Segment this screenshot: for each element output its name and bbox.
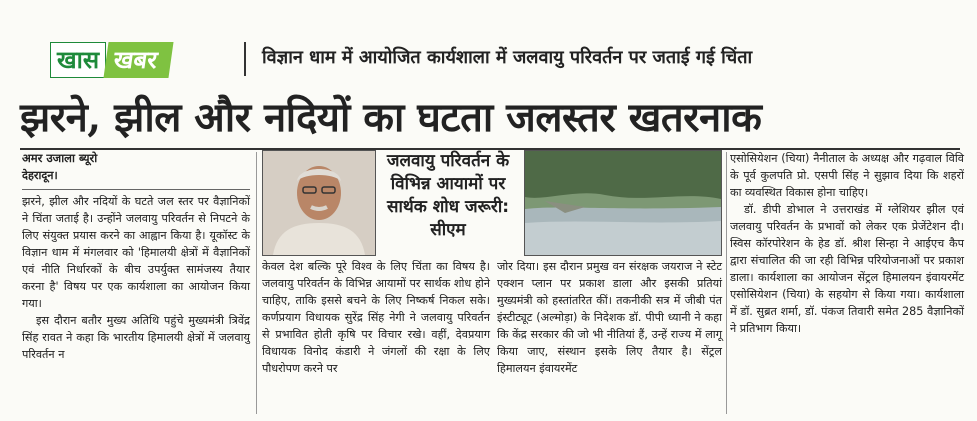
article-column-3 [497,258,722,377]
paragraph: झरने, झील और नदियों के घटते जल स्तर पर वैज्ञानिकों ने चिंता जताई है। उन्होंने जलवायु परिवर्तन से निपटने के लिए संयुक्त प्रयास करने का आह्वान किया है। यूकॉस्ट के विज्ञान धाम में मंगलवार को 'हिमालयी क्षेत्रों में वैज्ञानिकों एवं नीति निर्धारकों के बीच उपर्युक्त सामंजस्य तैयार करना है' विषय पर एक कार्यशाला का आयोजन किया गया। [22,195,250,310]
lake-landscape-icon [525,151,721,255]
person-portrait-icon [263,151,375,255]
paragraph: इस दौरान बतौर मुख्य अतिथि पहुंचे मुख्यमंत्री त्रिवेंद्र सिंह रावत ने कहा कि भारतीय हिमालयी क्षेत्रों में जलवायु परिवर्तन न [22,314,250,361]
landscape-photo [524,150,722,256]
article-column-1 [22,150,250,363]
kicker-divider [244,42,246,76]
main-headline: झरने, झील और नदियों का घटता जलस्तर खतरनाक [20,94,762,141]
kicker-headline: विज्ञान धाम में आयोजित कार्यशाला में जलवायु परिवर्तन पर जताई गई चिंता [262,47,753,68]
section-badge [50,42,171,78]
dateline: देहरादून। [22,169,58,182]
pull-quote: जलवायु परिवर्तन के विभिन्न आयामों पर सार्थक शोध जरूरी: सीएम [386,151,510,240]
column-divider [726,152,727,414]
article-column-4 [730,150,964,337]
chief-minister-photo [262,150,376,256]
paragraph: जोर दिया। इस दौरान प्रमुख वन संरक्षक जयराज ने स्टेट एक्शन प्लान पर प्रकाश डाला और इसकी प्रतियां मुख्यमंत्री को हस्तांतरित कीं। तकनीकी सत्र में जीबी पंत इंस्टीट्यूट (अल्मोड़ा) के निदेशक डॉ. पीपी ध्यानी ने कहा कि केंद्र सरकार की जो भी नीतियां हैं, उन्हें राज्य में लागू किया जाए, संस्थान इसके लिए तैयार है। सेंट्रल हिमालयन इंवायरमेंट [497,260,722,375]
paragraph: केवल देश बल्कि पूरे विश्व के लिए चिंता का विषय है। जलवायु परिवर्तन के विभिन्न आयामों पर सार्थक शोध होने चाहिए, ताकि इससे बचने के लिए निष्कर्ष निकल सके। कर्णप्रयाग विधायक सुरेंद्र सिंह नेगी ने जलवायु परिवर्तन से प्रभावित होती कृषि पर विचार रखे। वहीं, देवप्रयाग विधायक विनोद कंडारी ने जंगलों की रक्षा के लिए पौधरोपण करने पर [262,260,490,375]
paragraph: डॉ. डीपी डोभाल ने उत्तराखंड में ग्लेशियर झील एवं जलवायु परिवर्तन के प्रभावों को लेकर एक प्रेजेंटेशन दी। स्विस कॉरपोरेशन के हेड डॉ. श्रीश सिन्हा ने आईएच कैप द्वारा संचालित की जा रही विभिन्न परियोजनाओं पर प्रकाश डाला। कार्यशाला का आयोजन सेंट्रल हिमालयन इंवायरमेंट एसोसियेशन (चिया) के सहयोग से किया गया। कार्यशाला में डॉ. सुब्रत शर्मा, डॉ. पंकज तिवारी समेत 285 वैज्ञानिकों ने प्रतिभाग किया। [730,203,964,335]
byline-separator [22,189,250,190]
badge-part2: खबर [104,42,174,78]
badge-part1: खास [50,42,106,78]
byline: अमर उजाला ब्यूरो [22,151,98,165]
column-divider [256,152,257,414]
article-column-2 [262,258,490,377]
paragraph: एसोसियेशन (चिया) नैनीताल के अध्यक्ष और गढ़वाल विवि के पूर्व कुलपति प्रो. एसपी सिंह ने सुझाव दिया कि शहरों का व्यवस्थित विकास होना चाहिए। [730,152,964,199]
